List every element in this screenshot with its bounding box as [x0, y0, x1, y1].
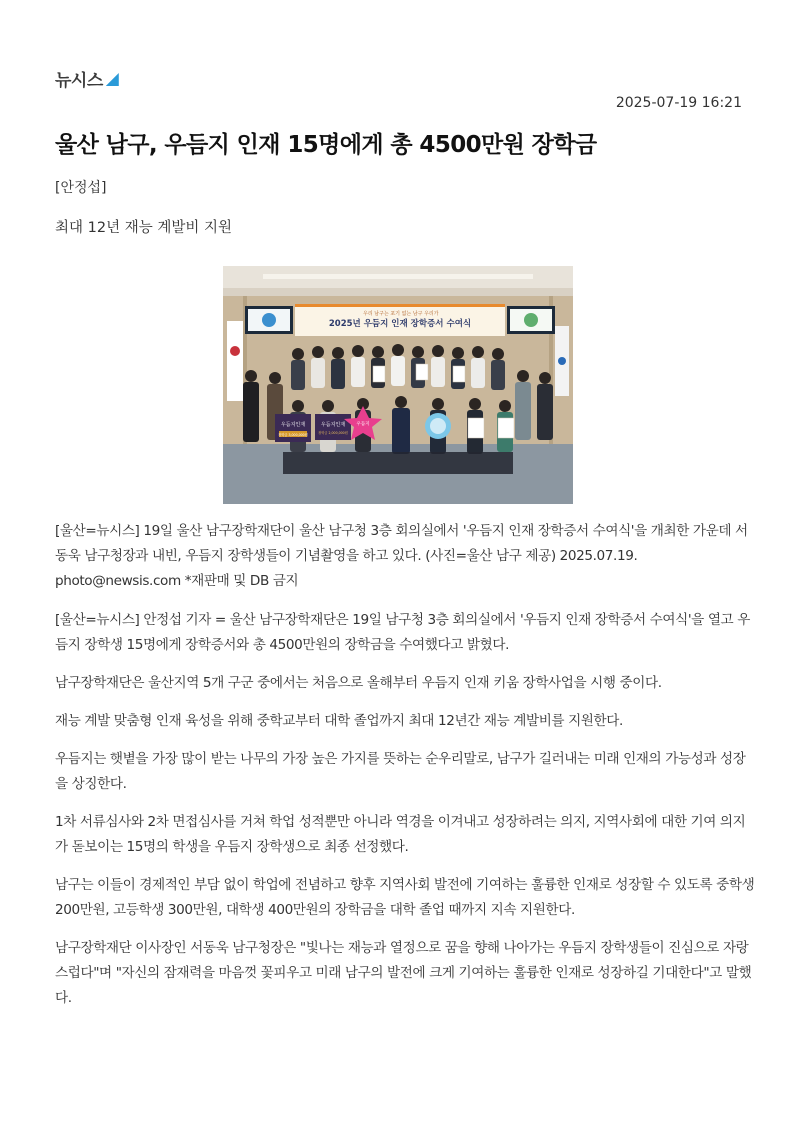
paragraph-2: 남구장학재단은 울산지역 5개 구군 중에서는 처음으로 올해부터 우듬지 인재 키움 장학사업을 시행 중이다.: [55, 675, 662, 691]
paragraph-4: 우듬지는 햇볕을 가장 많이 받는 나무의 가장 높은 가지를 뜻하는 순우리말로, 남구가 길러내는 미래 인재의 가능성과 성장을 상징한다.: [55, 751, 746, 792]
article-subtitle: 최대 12년 재능 계발비 지원: [55, 220, 232, 236]
site-logo[interactable]: [55, 66, 119, 91]
article-headline: 울산 남구, 우듬지 인재 15명에게 총 4500만원 장학금: [55, 132, 597, 158]
banner-small-text: 우리 남구는 포기 없는 남구 우리가: [363, 311, 439, 317]
article-photo: [223, 266, 573, 504]
sign-left-amount: 장학금 3,000,000원: [278, 433, 308, 437]
paragraph-7: 남구장학재단 이사장인 서동욱 남구청장은 "빛나는 재능과 열정으로 꿈을 향해 나아가는 우듬지 장학생들이 진심으로 자랑스럽다"며 "자신의 잠재력을 마음껏 꽃피우고 미래 남구의 발전에 크게 기여하는 훌륭한 인재로 성장하길 기대한다"고 말했다.: [55, 940, 752, 1006]
article-byline: [안정섭]: [55, 180, 107, 196]
logo-mark-icon: [106, 73, 119, 86]
sign-star-label: 우듬지: [356, 422, 370, 427]
sign-left-label: 우듬지인재: [280, 422, 306, 428]
banner-title: 2025년 우듬지 인재 장학증서 수여식: [328, 319, 472, 329]
publish-datetime: 2025-07-19 16:21: [615, 95, 742, 111]
logo-text: 뉴시스: [55, 71, 103, 91]
photo-caption: [울산=뉴시스] 19일 울산 남구장학재단이 울산 남구청 3층 회의실에서 '우듬지 인재 장학증서 수여식'을 개최한 가운데 서동욱 남구청장과 내빈, 우듬지 장학생들이 기념촬영을 하고 있다. (사진=울산 남구 제공) 2025.07.19. photo@newsis.com *재판매 및 DB 금지: [55, 523, 748, 589]
paragraph-1: [울산=뉴시스] 안정섭 기자 = 울산 남구장학재단은 19일 남구청 3층 회의실에서 '우듬지 인재 장학증서 수여식'을 열고 우듬지 장학생 15명에게 장학증서와 총 4500만원의 장학금을 수여했다고 밝혔다.: [55, 612, 750, 653]
sign-mid-amount: 장학금 2,000,000원: [318, 431, 348, 435]
paragraph-5: 1차 서류심사와 2차 면접심사를 거쳐 학업 성적뿐만 아니라 역경을 이겨내고 성장하려는 의지, 지역사회에 대한 기여 의지가 돋보이는 15명의 학생을 우듬지 장학생으로 최종 선정했다.: [55, 814, 746, 855]
article-body: [55, 519, 755, 1024]
sign-mid-label: 우듬지인재: [320, 422, 346, 428]
paragraph-6: 남구는 이들이 경제적인 부담 없이 학업에 전념하고 향후 지역사회 발전에 기여하는 훌륭한 인재로 성장할 수 있도록 중학생 200만원, 고등학생 300만원, 대학생 400만원의 장학금을 대학 졸업 때까지 지속 지원한다.: [55, 877, 755, 918]
people-back-row: [291, 344, 505, 390]
group-photo-illustration: [223, 266, 573, 504]
paragraph-3: 재능 계발 맞춤형 인재 육성을 위해 중학교부터 대학 졸업까지 최대 12년간 재능 계발비를 지원한다.: [55, 713, 623, 729]
